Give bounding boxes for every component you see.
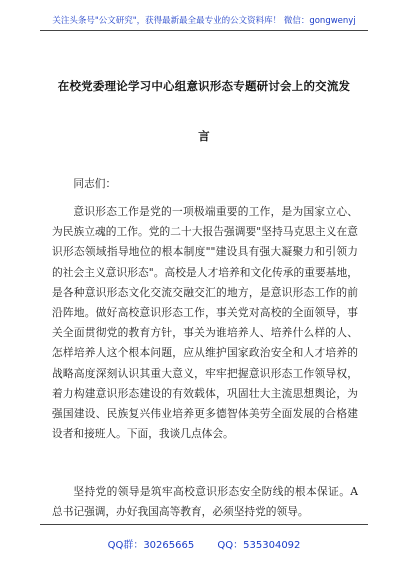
paragraph-2: 坚持党的领导是筑牢高校意识形态安全防线的根本保证。A总书记强调，办好我国高等教育，必须坚持党的领导。: [52, 485, 358, 519]
paragraph-1: 意识形态工作是党的一项极端重要的工作，是为国家立心、为民族立魂的工作。党的二十大报告强调要"坚持马克思主义在意识形态领域指导地位的根本制度""建设具有强大凝聚力和引领力的社会主义意识形态"。高校是人才培养和文化传承的重要基地，是各种意识形态文化交流交融交汇的地方，是意识形态工作的前沿阵地。做好高校意识形态工作，事关党对高校的全面领导，事关全面贯彻党的教育方针，事关为谁培养人、培养什么样的人、怎样培养人这个根本问题，应从维护国家政治安全和人才培养的战略高度深刻认识其重大意义，牢牢把握意识形态工作领导权，着力构建意识形态建设的有效载体，巩固壮大主流思想舆论，为强国建设、民族复兴伟业培养更多德智体美劳全面发展的合格建设者和接班人。下面，我谈几点体会。: [52, 205, 358, 441]
footer-contact: [0, 536, 408, 551]
salutation: 同志们：: [73, 177, 117, 190]
document-title-line-2: 言: [198, 129, 210, 143]
document-title-line-1: 在校党委理论学习中心组意识形态专题研讨会上的交流发: [57, 79, 351, 93]
footer-qq: QQ：535304092: [217, 540, 301, 551]
header-note: 关注头条号"公文研究"，获得最新最全最专业的公文资料库！ 微信：gongwenyj: [52, 16, 356, 26]
header-divider: [40, 30, 368, 31]
footer-divider: [40, 524, 368, 525]
footer-qq-group: QQ群：30265665: [107, 540, 195, 551]
